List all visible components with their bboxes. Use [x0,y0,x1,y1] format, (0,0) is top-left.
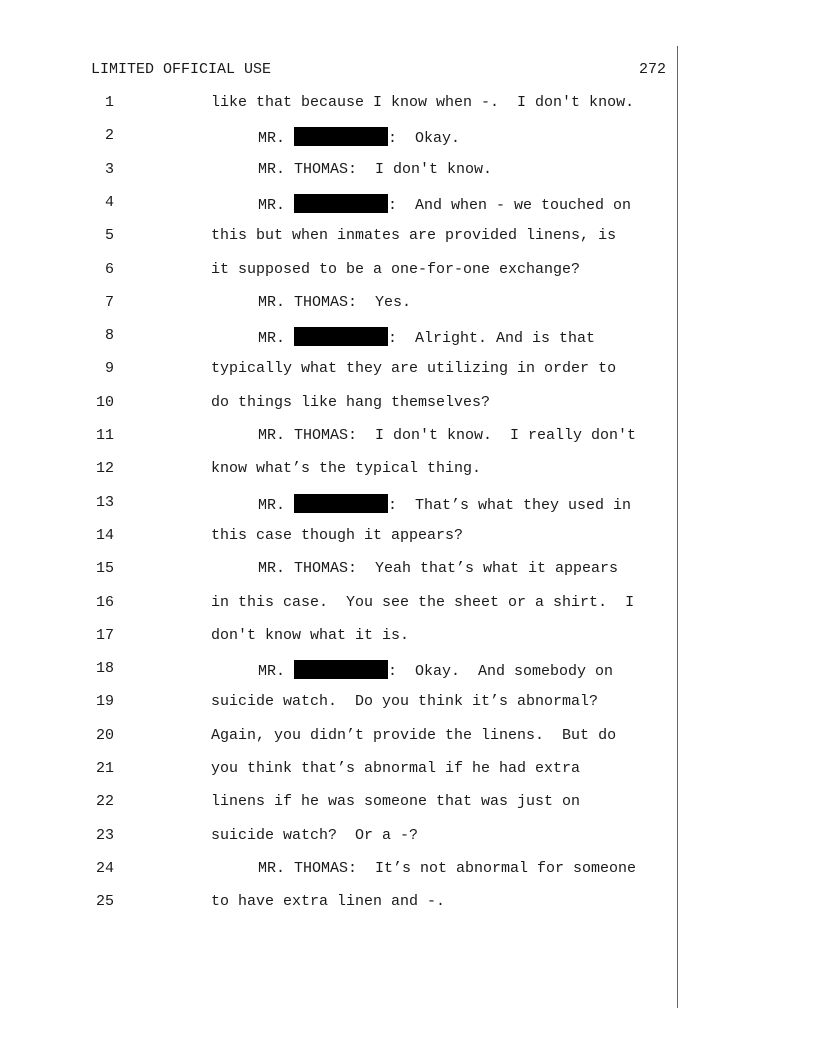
line-text: typically what they are utilizing in order to [211,360,617,378]
line-text: don't know what it is. [211,626,410,644]
line-number: 9 [104,360,114,378]
line-text: MR. THOMAS: I don't know. [258,160,493,178]
line-text: : That’s what they used in [388,496,632,514]
line-number: 21 [95,760,114,777]
line-number: 2 [104,127,114,145]
line-number: 17 [95,626,114,644]
transcript-line [258,427,636,444]
transcript-line [211,460,481,477]
classification-header: LIMITED OFFICIAL USE [91,61,272,78]
line-number: 22 [95,793,114,811]
speaker-prefix: MR. [258,130,295,148]
transcript-line [211,627,409,644]
transcript-line [211,394,490,411]
line-number: 10 [95,393,114,411]
line-text: : Okay. And somebody on [388,663,614,681]
line-number: 25 [95,893,114,911]
line-text: : Alright. And is that [388,330,596,348]
line-number: 13 [95,493,114,511]
transcript-line [258,194,631,214]
line-text: linens if he was someone that was just on [211,793,581,811]
line-text: MR. THOMAS: Yeah that’s what it appears [258,560,619,578]
redaction-bar [294,194,388,213]
line-number: 4 [104,193,114,211]
redaction-bar [294,494,388,513]
speaker-prefix: MR. [258,663,295,681]
transcript-line [211,793,580,810]
line-number: 18 [95,660,114,678]
transcript-line [211,893,445,910]
line-text: in this case. You see the sheet or a shirt. I [211,593,635,611]
redaction-bar [294,660,388,679]
line-text: it supposed to be a one-for-one exchange? [211,260,581,278]
right-margin-rule [677,46,678,1008]
line-text: suicide watch. Do you think it’s abnormal? [211,693,599,711]
line-text: suicide watch? Or a -? [211,826,419,844]
line-number: 24 [95,859,114,877]
line-text: Again, you didn’t provide the linens. But do [211,726,617,744]
redaction-bar [294,327,388,346]
transcript-line [258,560,618,577]
line-text: MR. THOMAS: Yes. [258,293,412,311]
transcript-line [258,327,595,347]
line-number: 11 [95,427,114,444]
line-number: 8 [104,327,114,345]
transcript-line [211,827,418,844]
line-number: 6 [104,260,114,278]
line-number: 16 [95,593,114,611]
transcript-line [211,693,598,710]
line-text: this but when inmates are provided linens, is [211,227,617,245]
transcript-line [211,227,616,244]
line-number: 1 [104,94,114,111]
transcript-line [258,660,613,680]
line-number: 14 [95,526,114,544]
line-number: 5 [104,227,114,245]
transcript-line [258,860,636,877]
line-number: 7 [104,293,114,311]
speaker-prefix: MR. [258,496,295,514]
line-number: 23 [95,826,114,844]
line-number: 20 [95,726,114,744]
line-number: 15 [95,560,114,578]
line-number: 3 [104,160,114,178]
line-text: to have extra linen and -. [211,893,446,911]
line-text: you think that’s abnormal if he had extra [211,760,581,777]
line-text: like that because I know when -. I don't know. [211,94,635,111]
transcript-line [258,127,460,147]
speaker-prefix: MR. [258,196,295,214]
line-text: know what’s the typical thing. [211,460,482,478]
line-text: do things like hang themselves? [211,393,491,411]
transcript-line [211,261,580,278]
redaction-bar [294,127,388,146]
line-text: MR. THOMAS: It’s not abnormal for someone [258,859,637,877]
transcript-line [211,594,634,611]
speaker-prefix: MR. [258,330,295,348]
line-number: 12 [95,460,114,478]
line-text: : Okay. [388,130,461,148]
line-text: this case though it appears? [211,526,464,544]
transcript-line [258,294,411,311]
line-text: MR. THOMAS: I don't know. I really don't [258,427,637,444]
line-number: 19 [95,693,114,711]
transcript-line [211,527,463,544]
transcript-line [258,494,631,514]
transcript-line [258,161,492,178]
line-text: : And when - we touched on [388,196,632,214]
transcript-line [211,727,616,744]
transcript-line [211,94,634,111]
transcript-line [211,360,616,377]
page-number: 272 [638,61,666,78]
transcript-line [211,760,580,777]
